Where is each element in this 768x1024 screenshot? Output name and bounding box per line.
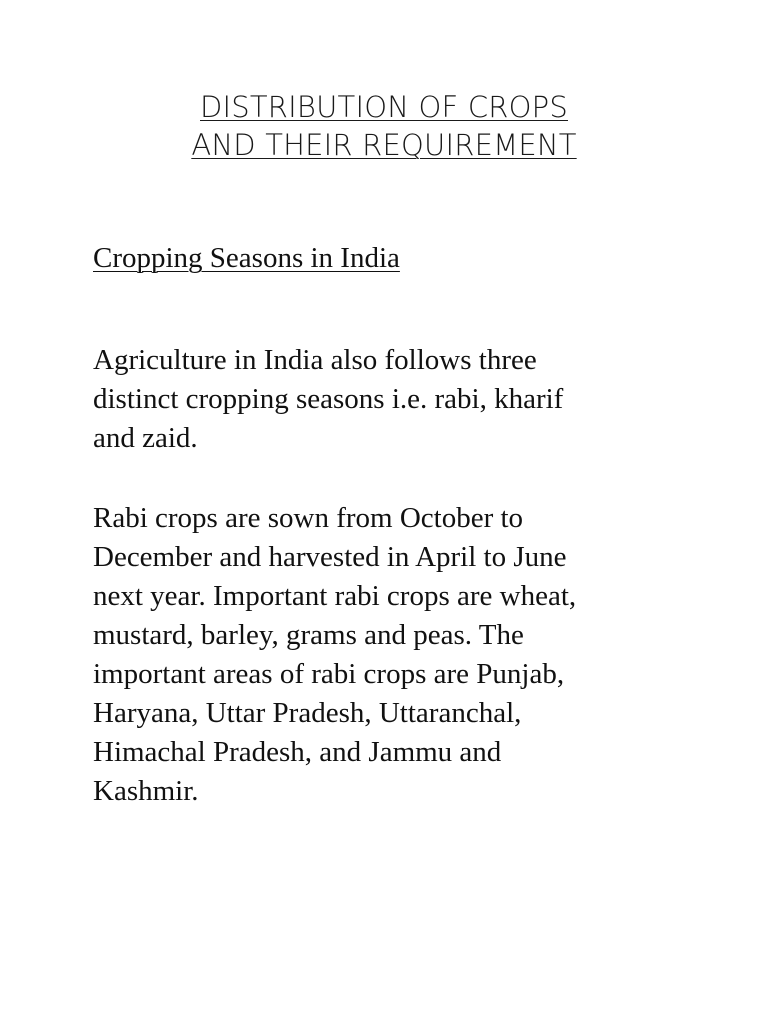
text-line: important areas of rabi crops are Punjab,	[93, 658, 565, 690]
intro-paragraph	[93, 341, 693, 458]
rabi-paragraph	[93, 499, 693, 811]
text-line: Agriculture in India also follows three	[93, 344, 537, 376]
text-line: distinct cropping seasons i.e. rabi, kharif	[93, 383, 564, 415]
page-title	[0, 88, 768, 164]
text-line: Himachal Pradesh, and Jammu and	[93, 736, 502, 768]
text-line: and zaid.	[93, 422, 198, 454]
title-line: AND THEIR REQUIREMENT	[191, 128, 577, 162]
text-line: December and harvested in April to June	[93, 541, 567, 573]
text-line: Haryana, Uttar Pradesh, Uttaranchal,	[93, 697, 522, 729]
title-line: DISTRIBUTION OF CROPS	[200, 90, 568, 124]
text-line: next year. Important rabi crops are wheat,	[93, 580, 577, 612]
text-line: mustard, barley, grams and peas. The	[93, 619, 524, 651]
text-line: Rabi crops are sown from October to	[93, 502, 524, 534]
text-line: Kashmir.	[93, 775, 199, 807]
section-heading: Cropping Seasons in India	[93, 242, 400, 274]
